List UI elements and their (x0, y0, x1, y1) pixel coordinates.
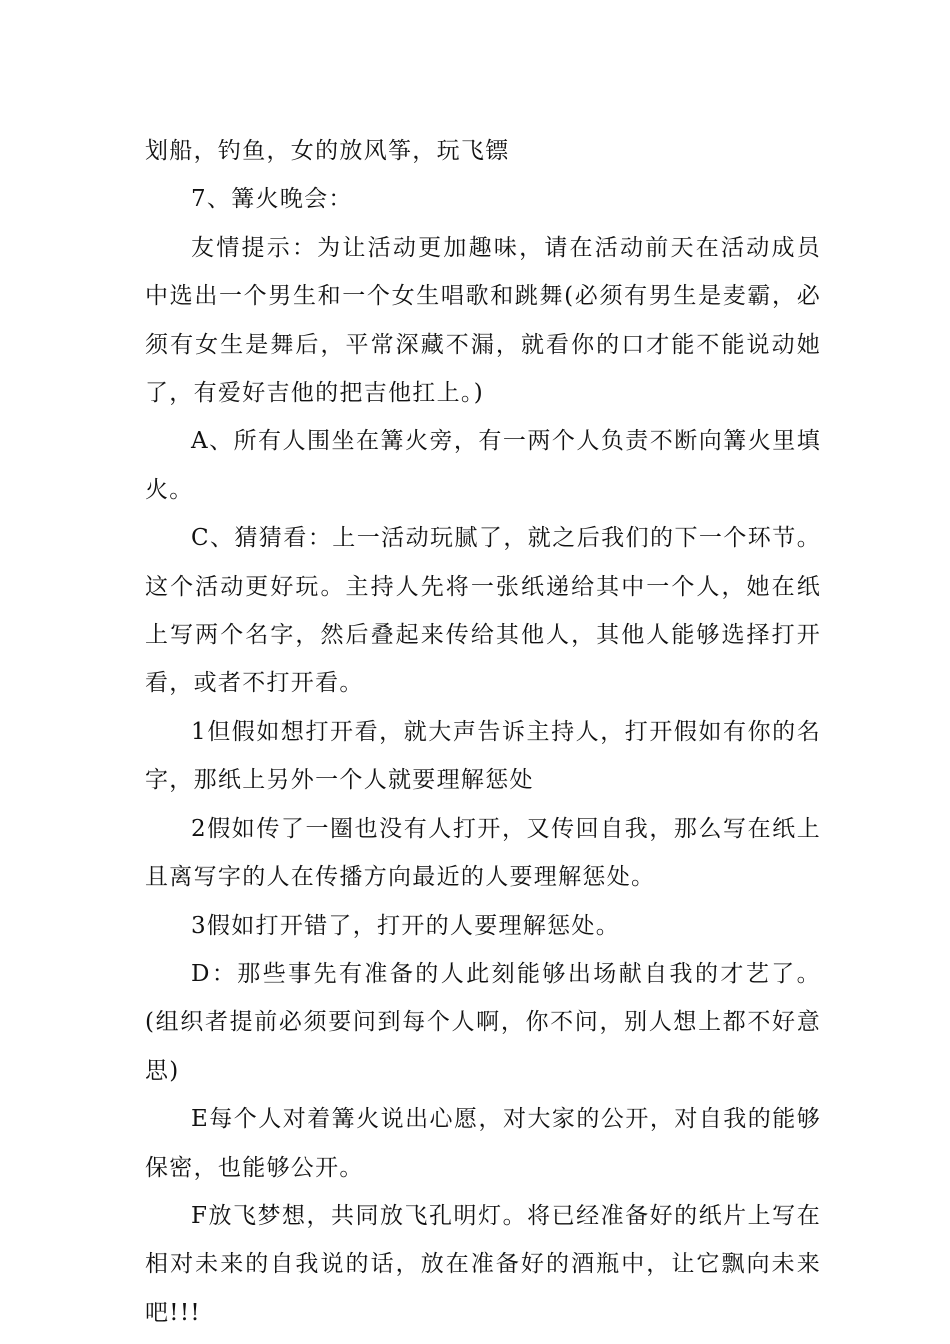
paragraph: 1但假如想打开看，就大声告诉主持人，打开假如有你的名字，那纸上另外一个人就要理解惩处 (145, 718, 821, 794)
document-body (145, 127, 821, 1337)
section-heading: 7、篝火晚会： (191, 186, 353, 213)
paragraph: 友情提示：为让活动更加趣味，请在活动前天在活动成员中选出一个男生和一个女生唱歌和跳舞(必须有男生是麦霸，必须有女生是舞后，平常深藏不漏，就看你的口才能不能说动她了，有爱好吉他的把吉他扛上。) (145, 234, 821, 407)
paragraph: C、猜猜看：上一活动玩腻了，就之后我们的下一个环节。这个活动更好玩。主持人先将一张纸递给其中一个人，她在纸上写两个名字，然后叠起来传给其他人，其他人能够选择打开看，或者不打开看。 (145, 525, 821, 697)
paragraph: 划船，钓鱼，女的放风筝，玩飞镖 (145, 138, 510, 164)
paragraph: A、所有人围坐在篝火旁，有一两个人负责不断向篝火里填火。 (145, 428, 821, 503)
paragraph: F放飞梦想，共同放飞孔明灯。将已经准备好的纸片上写在相对未来的自我说的话，放在准备好的酒瓶中，让它飘向未来吧!!! (145, 1202, 821, 1326)
paragraph: 3假如打开错了，打开的人要理解惩处。 (191, 912, 621, 939)
paragraph: E每个人对着篝火说出心愿，对大家的公开，对自我的能够保密，也能够公开。 (145, 1106, 821, 1181)
paragraph: D：那些事先有准备的人此刻能够出场献自我的才艺了。(组织者提前必须要问到每个人啊，你不问，别人想上都不好意思) (145, 960, 821, 1084)
paragraph: 2假如传了一圈也没有人打开，又传回自我，那么写在纸上且离写字的人在传播方向最近的人要理解惩处。 (145, 815, 821, 891)
